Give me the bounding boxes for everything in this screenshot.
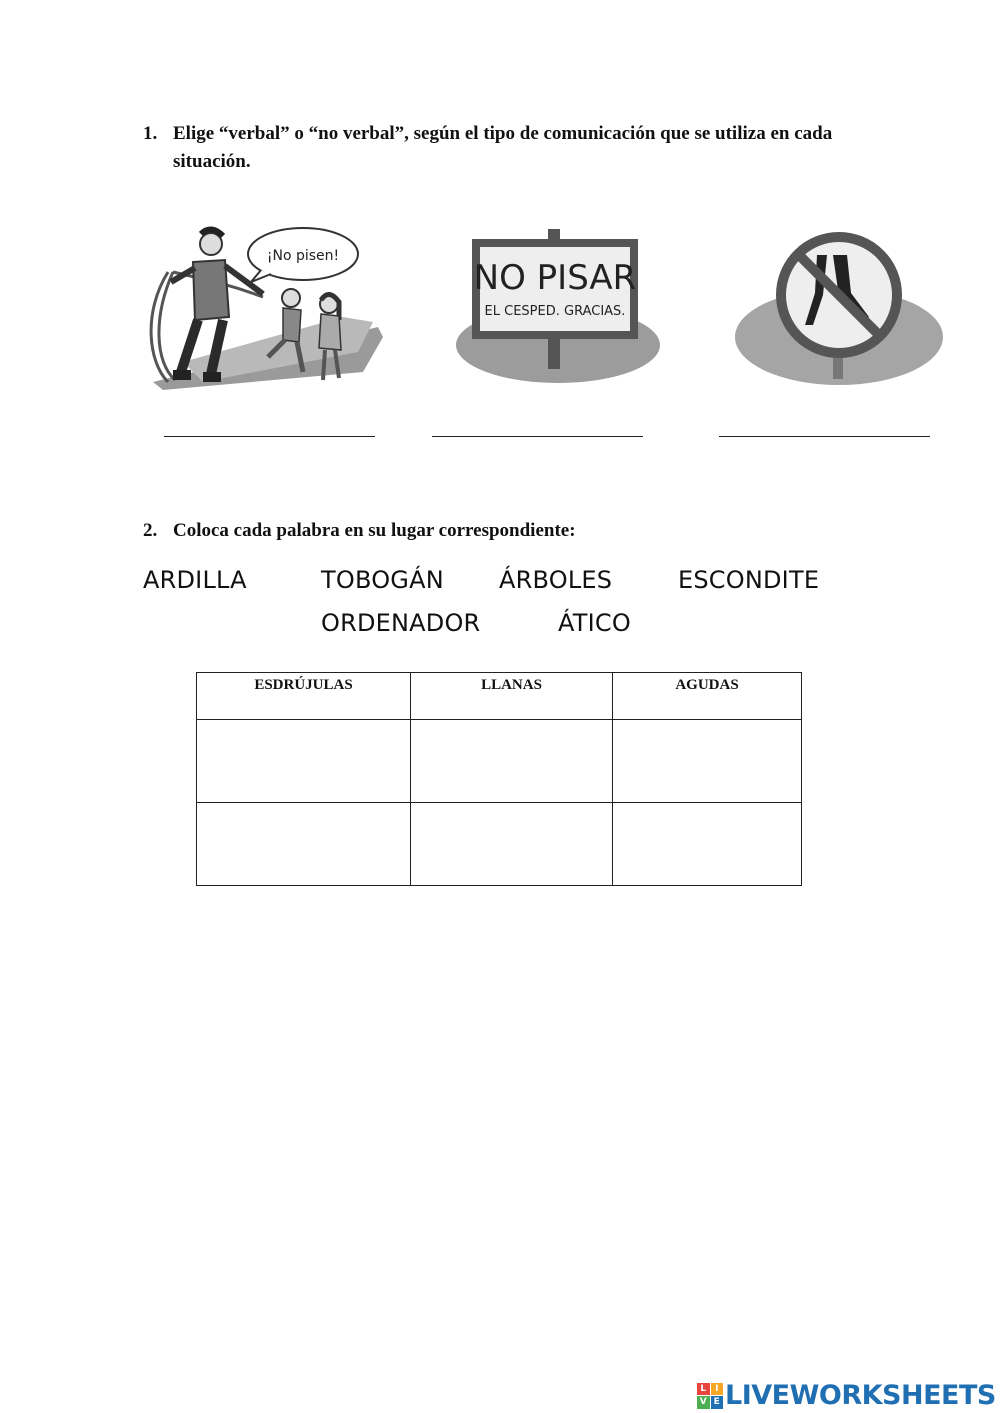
word-tobogan[interactable]: TOBOGÁN — [321, 566, 444, 594]
sign-subtitle: EL CESPED. GRACIAS. — [484, 304, 626, 319]
classification-table — [196, 672, 802, 886]
drop-cell-agudas-2[interactable] — [613, 803, 802, 886]
drop-cell-esdrujulas-2[interactable] — [197, 803, 411, 886]
word-atico[interactable]: ÁTICO — [558, 609, 631, 637]
header-agudas: AGUDAS — [613, 673, 802, 720]
answer-line-1[interactable] — [164, 436, 375, 437]
speech-bubble-text: ¡No pisen! — [266, 248, 340, 264]
question-2 — [143, 517, 576, 545]
sign-title: NO PISAR — [473, 258, 637, 298]
drop-cell-llanas-1[interactable] — [411, 720, 613, 803]
logo-icon-letter: L — [697, 1383, 710, 1396]
question-2-number: 2. — [143, 520, 158, 541]
word-escondite[interactable]: ESCONDITE — [678, 566, 820, 594]
question-1 — [143, 120, 903, 176]
answer-line-2[interactable] — [432, 436, 643, 437]
question-2-text: Coloca cada palabra en su lugar correspondiente: — [173, 520, 576, 541]
answer-line-3[interactable] — [719, 436, 930, 437]
word-ordenador[interactable]: ORDENADOR — [321, 609, 481, 637]
liveworksheets-logo[interactable] — [697, 1380, 996, 1411]
man-children-illustration — [143, 222, 383, 390]
drop-cell-llanas-2[interactable] — [411, 803, 613, 886]
drop-cell-esdrujulas-1[interactable] — [197, 720, 411, 803]
word-ardilla[interactable]: ARDILLA — [143, 566, 247, 594]
liveworksheets-logo-icon — [697, 1383, 723, 1409]
drop-cell-agudas-1[interactable] — [613, 720, 802, 803]
logo-text: LIVEWORKSHEETS — [725, 1380, 996, 1411]
question-1-text: Elige “verbal” o “no verbal”, según el tipo de comunicación que se utiliza en cada situación. — [173, 123, 833, 172]
logo-icon-letter: V — [697, 1396, 710, 1409]
logo-icon-letter: E — [711, 1396, 724, 1409]
header-llanas: LLANAS — [411, 673, 613, 720]
no-pisar-sign-illustration — [456, 227, 660, 383]
header-esdrujulas: ESDRÚJULAS — [197, 673, 411, 720]
logo-icon-letter: I — [711, 1383, 724, 1396]
question-1-number: 1. — [143, 123, 158, 144]
prohibition-sign-illustration — [735, 225, 943, 385]
word-arboles[interactable]: ÁRBOLES — [499, 566, 613, 594]
